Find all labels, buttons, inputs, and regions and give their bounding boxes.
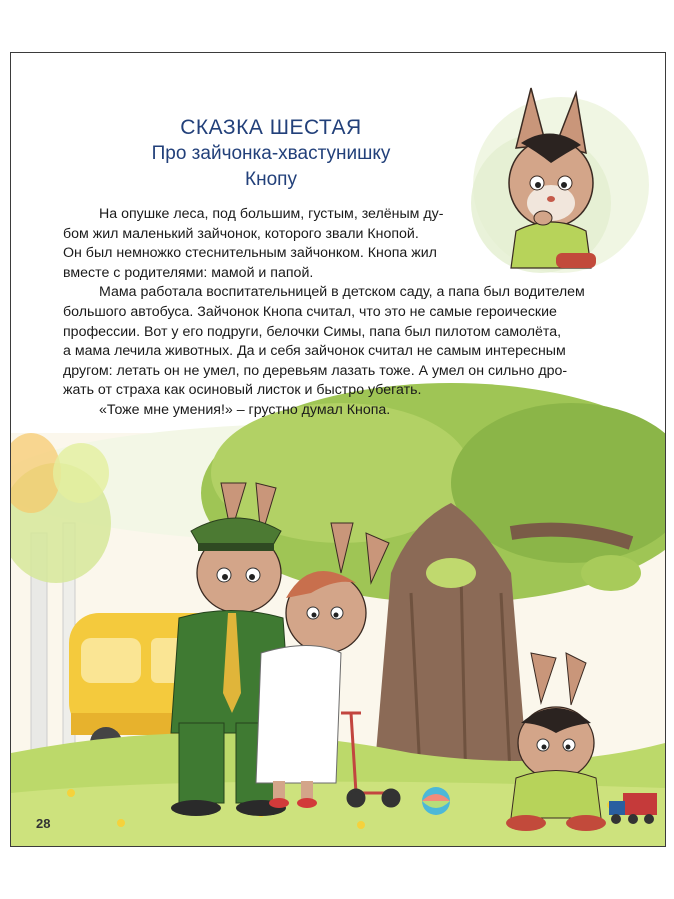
text-line: бом жил маленький зайчонок, которого звали Кнопой. [63,225,419,242]
chapter-subtitle-line2: Кнопу [245,169,297,190]
paragraph-2 [63,283,623,401]
page-number: 28 [36,816,51,831]
chapter-number: СКАЗКА ШЕСТАЯ [180,116,362,139]
text-line: профессии. Вот у его подруги, белочки Симы, папа был пилотом самолёта, [63,323,562,340]
text-line: жать от страха как осиновый листок и быстро убегать. [63,382,422,399]
story-text [63,205,623,421]
text-line: На опушке леса, под большим, густым, зелёным ду- [99,206,444,222]
text-line: другом: летать он не умел, по деревьям лазать тоже. А умел он сильно дро- [63,362,568,379]
text-line: Мама работала воспитательницей в детском саду, а папа был водителем [99,284,585,301]
chapter-title [141,115,401,193]
text-line: большого автобуса. Зайчонок Кнопа считал, что это не самые героические [63,303,557,320]
chapter-subtitle-line1: Про зайчонка-хвастунишку [151,143,391,164]
text-line: Он был немножко стеснительным зайчонком. Кнопа жил [63,245,437,262]
text-line: «Тоже мне умения!» – грустно думал Кнопа. [99,401,391,418]
book-page [10,52,666,847]
text-line: а мама лечила животных. Да и себя зайчонок считал не самым интересным [63,343,566,360]
paragraph-3 [63,401,623,421]
colorful-ball [422,787,450,815]
text-line: вместе с родителями: мамой и папой. [63,264,314,281]
paragraph-1 [63,205,623,283]
